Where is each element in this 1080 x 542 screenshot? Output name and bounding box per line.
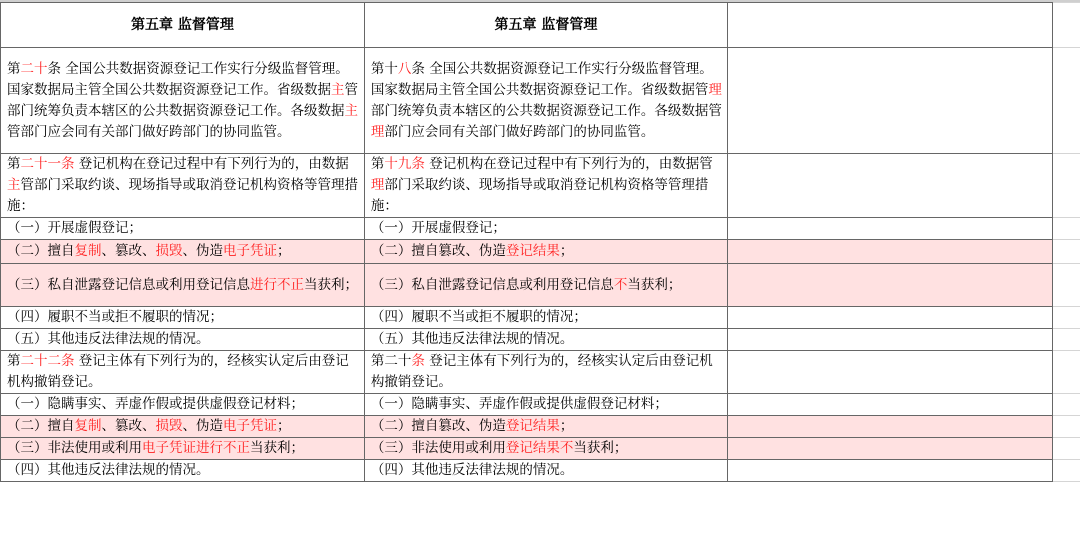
- table-row: [1, 394, 1080, 416]
- text-segment: 当获利；: [250, 440, 304, 456]
- changed-text: 进行不正: [250, 276, 304, 293]
- notes-cell[interactable]: [727, 329, 1052, 351]
- notes-cell[interactable]: [727, 154, 1052, 218]
- text-segment: 、伪造: [182, 418, 223, 434]
- text-segment: （二）擅自: [7, 418, 75, 434]
- text-segment: 第二十: [370, 353, 412, 369]
- notes-cell[interactable]: [727, 218, 1052, 240]
- tail-cell: [1052, 154, 1080, 218]
- changed-text: 不: [613, 276, 628, 293]
- new-item-4b[interactable]: [364, 460, 727, 482]
- old-item-4[interactable]: [1, 307, 365, 329]
- notes-cell[interactable]: [727, 394, 1052, 416]
- changed-text: 登记结果: [505, 418, 560, 434]
- table-header-row: [1, 3, 1080, 48]
- table-row: [1, 351, 1080, 394]
- text-segment: ；: [277, 418, 291, 434]
- new-item-3[interactable]: [364, 264, 727, 307]
- tail-cell: [1052, 48, 1080, 154]
- text-segment: 条 全国公共数据资源登记工作实行分级监督管理。国家数据局主管全国公共数据资源登记工作。省级数据: [7, 60, 349, 98]
- text-segment: 当获利；: [627, 276, 682, 293]
- notes-cell[interactable]: [727, 460, 1052, 482]
- changed-text: 理: [708, 81, 722, 98]
- new-item-2[interactable]: [364, 240, 727, 264]
- changed-text: 二十二条: [20, 353, 75, 369]
- text-segment: （一）开展虚假登记；: [7, 220, 142, 236]
- tail-cell: [1052, 394, 1080, 416]
- text-segment: 第十: [370, 60, 398, 77]
- comparison-table: [0, 2, 1080, 482]
- text-segment: 第: [7, 353, 21, 369]
- new-item-1b[interactable]: [364, 394, 727, 416]
- text-segment: 第: [7, 156, 21, 172]
- changed-text: 损毁: [155, 243, 183, 259]
- table-row: [1, 329, 1080, 351]
- changed-text: 八: [397, 60, 412, 77]
- text-segment: 、篡改、: [101, 243, 156, 259]
- old-article-20[interactable]: [1, 48, 365, 154]
- tail-cell: [1052, 329, 1080, 351]
- text-segment: 第: [7, 60, 21, 77]
- tail-cell: [1052, 264, 1080, 307]
- text-segment: （二）擅自: [7, 243, 75, 259]
- tail-cell: [1052, 218, 1080, 240]
- table-row: [1, 460, 1080, 482]
- text-segment: （四）履职不当或拒不履职的情况；: [370, 309, 587, 325]
- text-segment: 登记机构在登记过程中有下列行为的，由数据: [74, 156, 349, 172]
- header-notes-cell[interactable]: [727, 3, 1052, 48]
- changed-text: 理: [370, 123, 385, 140]
- notes-cell[interactable]: [727, 264, 1052, 307]
- text-segment: 登记主体有下列行为的，经核实认定后由登记机构撤销登记。: [370, 353, 713, 390]
- tail-cell: [1052, 416, 1080, 438]
- table-row: [1, 48, 1080, 154]
- changed-text: 损毁: [155, 418, 183, 434]
- new-article-20[interactable]: [364, 351, 727, 394]
- text-segment: 管部门统筹负责本辖区的公共数据资源登记工作。各级数据: [7, 81, 358, 119]
- changed-text: 理: [370, 177, 385, 193]
- old-article-21[interactable]: [1, 154, 365, 218]
- tail-cell: [1052, 351, 1080, 394]
- changed-text: 十九条: [384, 156, 425, 172]
- changed-text: 条: [411, 353, 425, 369]
- text-segment: （三）私自泄露登记信息或利用登记信息: [370, 276, 614, 293]
- changed-text: 登记结果: [505, 243, 560, 259]
- text-segment: 部门采取约谈、现场指导或取消登记机构资格等管理措施：: [370, 177, 709, 214]
- notes-cell[interactable]: [727, 416, 1052, 438]
- text-segment: 部门统筹负责本辖区的公共数据资源登记工作。各级数据管: [370, 102, 722, 119]
- header-old-chapter[interactable]: 第五章 监督管理: [1, 3, 365, 48]
- changed-text: 电子凭证进行不正: [142, 440, 250, 456]
- text-segment: 、伪造: [182, 243, 223, 259]
- notes-cell[interactable]: [727, 307, 1052, 329]
- text-segment: 、篡改、: [101, 418, 156, 434]
- notes-cell[interactable]: [727, 48, 1052, 154]
- notes-cell[interactable]: [727, 240, 1052, 264]
- old-item-2[interactable]: [1, 240, 365, 264]
- text-segment: （一）开展虚假登记；: [370, 220, 506, 236]
- changed-text: 二十一条: [20, 156, 75, 172]
- changed-text: 主: [344, 102, 358, 119]
- text-segment: 管部门采取约谈、现场指导或取消登记机构资格等管理措施：: [7, 177, 358, 214]
- header-tail-cell: [1052, 3, 1080, 48]
- new-item-5[interactable]: [364, 329, 727, 351]
- changed-text: 主: [331, 81, 345, 98]
- text-segment: （一）隐瞒事实、弄虚作假或提供虚假登记材料；: [370, 396, 668, 412]
- header-new-chapter[interactable]: 第五章 监督管理: [364, 3, 727, 48]
- text-segment: 当获利；: [573, 440, 628, 456]
- new-item-2b[interactable]: [364, 416, 727, 438]
- old-item-2b[interactable]: [1, 416, 365, 438]
- text-segment: 第: [370, 156, 385, 172]
- tail-cell: [1052, 240, 1080, 264]
- changed-text: 电子凭证: [223, 243, 277, 259]
- changed-text: 复制: [74, 418, 102, 434]
- new-article-18[interactable]: [364, 48, 727, 154]
- table-row: [1, 154, 1080, 218]
- text-segment: （二）擅自篡改、伪造: [370, 243, 506, 259]
- changed-text: 登记结果不: [505, 440, 574, 456]
- new-item-3b[interactable]: [364, 438, 727, 460]
- text-segment: （三）私自泄露登记信息或利用登记信息: [7, 276, 250, 293]
- changed-text: 复制: [74, 243, 102, 259]
- tail-cell: [1052, 460, 1080, 482]
- changed-text: 电子凭证: [223, 418, 277, 434]
- text-segment: （二）擅自篡改、伪造: [370, 418, 506, 434]
- tail-cell: [1052, 307, 1080, 329]
- new-item-4[interactable]: [364, 307, 727, 329]
- text-segment: （四）履职不当或拒不履职的情况；: [7, 309, 223, 325]
- text-segment: （五）其他违反法律法规的情况。: [370, 331, 574, 347]
- text-segment: ；: [277, 243, 291, 259]
- text-segment: （四）其他违反法律法规的情况。: [7, 462, 210, 478]
- changed-text: 主: [7, 177, 21, 193]
- text-segment: ；: [559, 418, 574, 434]
- text-segment: 登记主体有下列行为的，经核实认定后由登记机构撤销登记。: [7, 353, 349, 390]
- table-row: [1, 307, 1080, 329]
- text-segment: 管部门应会同有关部门做好跨部门的协同监管。: [7, 123, 291, 140]
- old-item-1b[interactable]: [1, 394, 365, 416]
- text-segment: 当获利；: [304, 276, 358, 293]
- text-segment: 登记机构在登记过程中有下列行为的，由数据管: [424, 156, 713, 172]
- table-row-highlighted: [1, 416, 1080, 438]
- table-row: [1, 218, 1080, 240]
- text-segment: （一）隐瞒事实、弄虚作假或提供虚假登记材料；: [7, 396, 304, 412]
- old-item-1[interactable]: [1, 218, 365, 240]
- text-segment: 条 全国公共数据资源登记工作实行分级监督管理。国家数据局主管全国公共数据资源登记工作。省级数据管: [370, 60, 713, 98]
- new-article-19[interactable]: [364, 154, 727, 218]
- text-segment: ；: [559, 243, 574, 259]
- notes-cell[interactable]: [727, 438, 1052, 460]
- old-article-22[interactable]: [1, 351, 365, 394]
- text-segment: （四）其他违反法律法规的情况。: [370, 462, 574, 478]
- table-row-highlighted: [1, 240, 1080, 264]
- old-item-3[interactable]: [1, 264, 365, 307]
- text-segment: （五）其他违反法律法规的情况。: [7, 331, 210, 347]
- notes-cell[interactable]: [727, 351, 1052, 394]
- changed-text: 二十: [20, 60, 48, 77]
- text-segment: （三）非法使用或利用: [7, 440, 142, 456]
- new-item-1[interactable]: [364, 218, 727, 240]
- table-row-highlighted: [1, 264, 1080, 307]
- text-segment: （三）非法使用或利用: [370, 440, 506, 456]
- old-item-4b[interactable]: [1, 460, 365, 482]
- tail-cell: [1052, 438, 1080, 460]
- text-segment: 部门应会同有关部门做好跨部门的协同监管。: [384, 123, 655, 140]
- table-row-highlighted: [1, 438, 1080, 460]
- old-item-3b[interactable]: [1, 438, 365, 460]
- old-item-5[interactable]: [1, 329, 365, 351]
